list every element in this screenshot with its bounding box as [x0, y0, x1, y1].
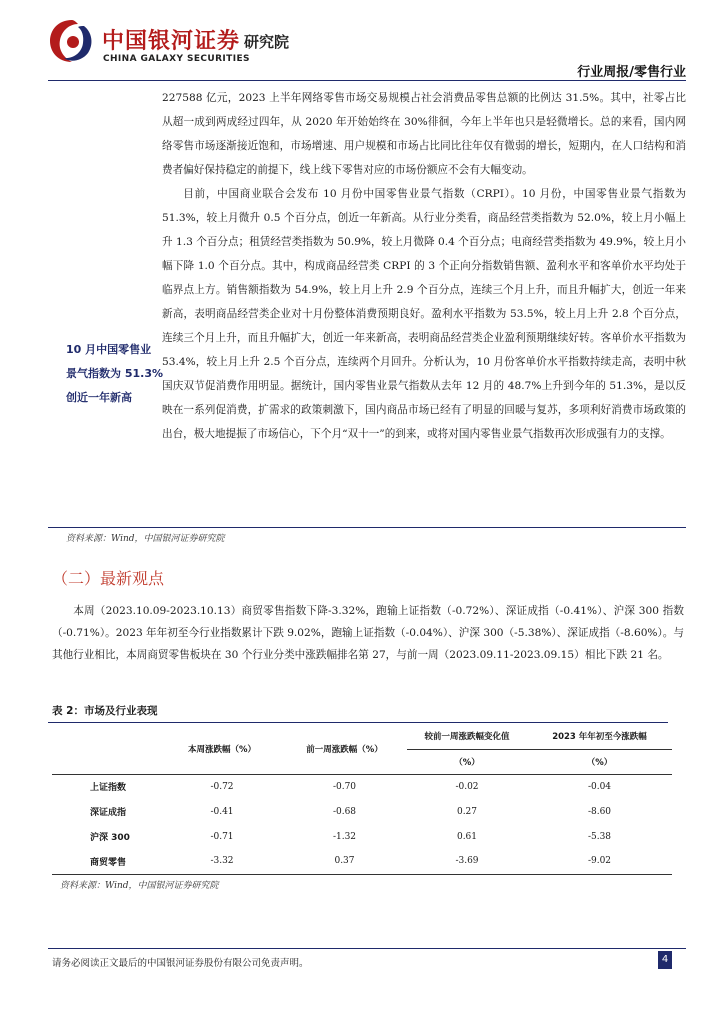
cell-value: -8.60 [587, 806, 612, 817]
logo-chinese-suffix: 研究院 [244, 33, 290, 51]
table-header-change-unit: （%） [407, 749, 527, 774]
table-header-empty [52, 724, 162, 749]
cell-value: -1.32 [332, 831, 357, 842]
cell-value: -0.02 [455, 781, 479, 792]
row-label: 沪深 300 [90, 833, 130, 843]
side-note-line: 景气指数为 51.3% [66, 367, 163, 380]
table-caption: 表 2：市场及行业表现 [52, 705, 158, 717]
company-logo [48, 14, 348, 70]
cell-value: -9.02 [587, 856, 612, 867]
cell-value: -3.32 [210, 856, 234, 867]
cell-value: -3.69 [455, 856, 479, 867]
body-paragraph-2: 目前，中国商业联合会发布 10 月份中国零售业景气指数（CRPI）。10 月份，中国零售业景气指数为 51.3%，较上月微升 0.5 个百分点，创近一年新高。从行业分类看，商品经营类指数为 52.0%，较上月小幅上升 1.3 个百分点；租赁经营类指数为 50.9%，较上月微降 0.4 个百分点；电商经营类指数为 49.9%，较上月小幅下降 1.0 个百分点。其中，构成商品经营类 CRPI 的 3 个正向分指数销售额、盈利水平和客单价水平均处于临界点上方。销售额指数为 54.9%，较上月上升 2.9 个百分点，连续三个月上升，而且升幅扩大，创近一年来新高，表明商品经营类企业对十月份整体消费预期良好。盈利水平指数为 53.5%，较上月上升 2.8 个百分点，连续三个月上升，而且升幅扩大，创近一年来新高，表明商品经营类企业盈利预期继续好转。客单价水平指数为 53.4%，较上月上升 2.5 个百分点，连续两个月回升。分析认为，10 月份客单价水平指数持续走高，表明中秋国庆双节促消费作用明显。据统计，国内零售业景气指数从去年 12 月的 48.7%上升到今年的 51.3%，是以反映在一系列促消费，扩需求的政策刺激下，国内商品市场已经有了明显的回暖与复苏，多项利好消费市场政策的出台，极大地提振了市场信心，下个月“双十一”的到来，或将对国内零售业景气指数再次形成强有力的支撑。 [162, 188, 686, 440]
section-title: （二）最新观点 [52, 569, 165, 588]
cell-value: -0.72 [210, 781, 234, 792]
cell-value: -0.04 [587, 781, 612, 792]
cell-value: -0.71 [210, 831, 234, 842]
logo-chinese-name: 中国银河证券 [102, 29, 241, 54]
cell-value: -0.68 [332, 806, 357, 817]
cell-value: -0.41 [210, 806, 234, 817]
table-header-change: 较前一周涨跌幅变化值 [424, 732, 510, 743]
table-row [52, 849, 672, 874]
page-number: 4 [658, 951, 672, 969]
cell-value: 0.27 [456, 806, 478, 817]
logo-english-name: CHINA GALAXY SECURITIES [103, 54, 250, 64]
row-label: 商贸零售 [90, 857, 127, 868]
side-note-line: 创近一年新高 [66, 391, 132, 404]
side-note-line: 10 月中国零售业 [66, 343, 152, 356]
body-text [162, 86, 686, 446]
row-label: 上证指数 [90, 783, 127, 794]
section-paragraph: 本周（2023.10.09-2023.10.13）商贸零售指数下降-3.32%，跑输上证指数（-0.72%）、深证成指（-0.41%）、沪深 300 指数（-0.71%）。2023 年年初至今行业指数累计下跌 9.02%，跑输上证指数（-0.04%）、沪深 300（-5.38%）、深证成指（-8.60%）。与其他行业相比，本周商贸零售板块在 30 个行业分类中涨跌幅排名第 27，与前一周（2023.09.11-2023.09.15）相比下跌 21 名。 [52, 605, 684, 661]
header-divider [48, 80, 686, 81]
table-header-ytd: 2023 年年初至今涨跌幅 [552, 732, 647, 743]
table-header-this-week: 本周涨跌幅（%） [187, 744, 257, 755]
footer-disclaimer: 请务必阅读正文最后的中国银河证券股份有限公司免责声明。 [52, 958, 309, 969]
table-top-rule [48, 722, 668, 723]
table-source-note: 资料来源：Wind，中国银河证券研究院 [60, 881, 219, 891]
footer-divider [48, 948, 686, 949]
side-note [66, 338, 166, 410]
cell-value: 0.37 [334, 856, 355, 867]
table-row [52, 774, 672, 799]
cell-value: -5.38 [587, 831, 612, 842]
cell-value: -0.70 [332, 781, 357, 792]
table-header-empty [52, 749, 162, 774]
report-type: 行业周报/零售行业 [577, 65, 686, 80]
body-paragraph-1: 227588 亿元，2023 上半年网络零售市场交易规模占社会消费品零售总额的比例达 31.5%。其中，社零占比从超一成到两成经过四年，从 2020 年开始始终在 30%徘徊，今年上半年也只是轻微增长。总的来看，国内网络零售市场逐渐接近饱和，市场增速、用户规模和市场占比同比往年仅有微弱的增长，短期内，在人口结构和消费者偏好保持稳定的前提下，线上线下零售对应的市场份额应不会有大幅变动。 [162, 92, 686, 176]
table-row [52, 824, 672, 849]
market-performance-table [52, 724, 672, 875]
table-row [52, 799, 672, 824]
source-divider [48, 527, 686, 528]
table-header-last-week: 前一周涨跌幅（%） [306, 744, 383, 755]
galaxy-logo-icon [48, 18, 96, 64]
source-note: 资料来源：Wind，中国银河证券研究院 [66, 534, 225, 544]
row-label: 深证成指 [90, 808, 127, 818]
cell-value: 0.61 [456, 831, 478, 842]
section-text [52, 600, 684, 666]
table-header-ytd-unit: （%） [527, 749, 672, 774]
